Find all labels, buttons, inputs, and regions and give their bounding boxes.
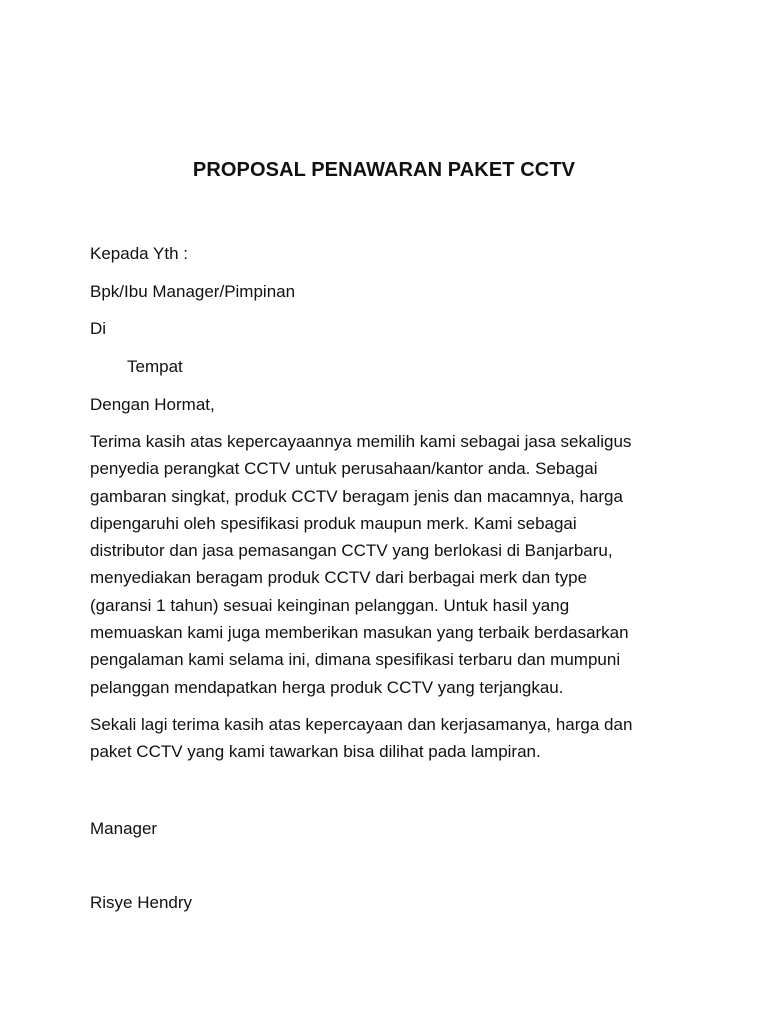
body-paragraph-1 [90,428,680,701]
recipient-name: Bpk/Ibu Manager/Pimpinan [90,282,296,301]
recipient-place: Tempat [127,357,183,376]
greeting: Dengan Hormat, [90,395,215,414]
body-line: pelanggan mendapatkan herga produk CCTV yang terjangkau. [90,677,564,697]
recipient-at: Di [90,319,107,338]
signature-name: Risye Hendry [90,893,193,912]
document-title: PROPOSAL PENAWARAN PAKET CCTV [192,159,576,181]
signature-role: Manager [90,819,158,838]
body-line: memuaskan kami juga memberikan masukan yang terbaik berdasarkan [90,623,629,643]
body-line: penyedia perangkat CCTV untuk perusahaan/kantor anda. Sebagai [90,459,598,479]
recipient-to: Kepada Yth : [90,244,188,263]
body-line: distributor dan jasa pemasangan CCTV yang berlokasi di Banjarbaru, [90,541,613,561]
body-line: menyediakan beragam produk CCTV dari berbagai merk dan type [90,568,588,588]
body-line: Sekali lagi terima kasih atas kepercayaan dan kerjasamanya, harga dan [90,715,633,734]
body-line: paket CCTV yang kami tawarkan bisa dilihat pada lampiran. [90,742,541,762]
body-line: (garansi 1 tahun) sesuai keinginan pelanggan. Untuk hasil yang [90,595,570,615]
body-line: gambaran singkat, produk CCTV beragam jenis dan macamnya, harga [90,486,623,506]
body-line: Terima kasih atas kepercayaannya memilih kami sebagai jasa sekaligus [90,432,632,451]
body-paragraph-2 [90,711,680,766]
body-line: pengalaman kami selama ini, dimana spesifikasi terbaru dan mumpuni [90,650,621,670]
body-line: dipengaruhi oleh spesifikasi produk maupun merk. Kami sebagai [90,513,577,533]
